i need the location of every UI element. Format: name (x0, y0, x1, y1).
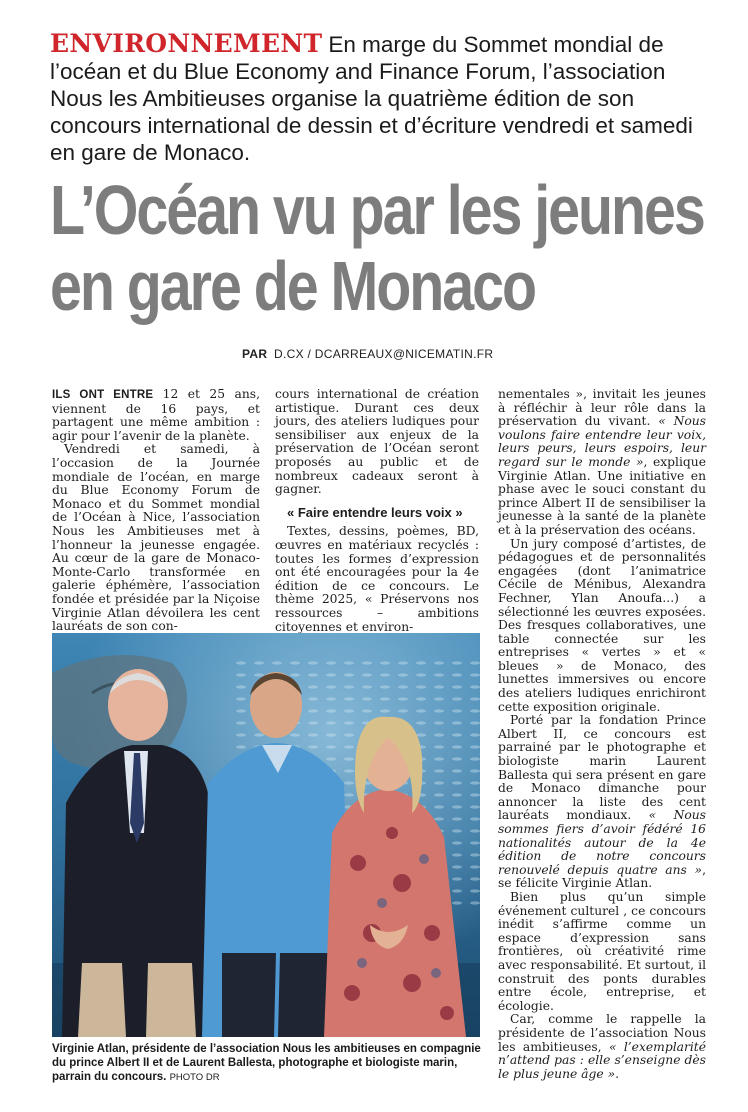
photo-caption (52, 1042, 482, 1085)
byline-prefix: PAR (242, 347, 268, 361)
subheading: « Faire entendre leurs voix » (287, 504, 463, 520)
paragraph-text: nementales », invitait les jeunes à réfléchir à leur rôle dans la préservation du vivant. (498, 387, 706, 429)
paragraph-text: . (615, 1066, 620, 1081)
rubric-label: ENVIRONNEMENT (50, 29, 323, 58)
paragraph (498, 388, 706, 538)
byline-author: D.CX / DCARREAUX@NICEMATIN.FR (274, 347, 494, 361)
paragraph-text: Car, comme le rappelle la présidente de l’association Nous les ambitieuses, (498, 1012, 706, 1054)
caption-text: Virginie Atlan, présidente de l’association Nous les ambitieuses en compagnie du prince Albert II et de Laurent Ballesta, photographe et biologiste marin, parrain du concours. (52, 1043, 481, 1083)
paragraph (498, 1013, 706, 1081)
paragraph: Bien plus qu’un simple événement culturel , ce concours inédit s’affirme comme un espace d’expression sans frontières, où créativité rime avec responsabilité. Et surtout, il construit des ponts durables entre école, entreprise, et écologie. (498, 889, 706, 1013)
paragraph (498, 714, 706, 891)
byline (242, 347, 493, 361)
paragraph: Textes, dessins, poèmes, BD, œuvres en matériaux recyclés : toutes les formes d’expression ont été encouragées pour la 4e édition de ce concours. Le thème 2025, « Préservons nos ressources – ambitions citoyennes et environ- (275, 524, 479, 634)
headline-line-2: en gare de Monaco (50, 247, 536, 325)
column-2 (275, 388, 479, 634)
paragraph-text: 12 et 25 ans, viennent de 16 pays, et partagent une même ambition : agir pour l’avenir de la planète. (52, 387, 260, 443)
paragraph-text: Porté par la fondation Prince Albert II, ce concours est parrainé par le photographe et biologiste marin Laurent Ballesta qui sera présent en gare de Monaco dimanche pour annoncer la liste des cent lauréats mondiaux. (498, 713, 706, 823)
quote: « l’exemplarité n’attend pas : elle s’enseigne dès le plus jeune âge » (498, 1039, 707, 1081)
paragraph: Vendredi et samedi, à l’occasion de la Journée mondiale de l’océan, en marge du Blue Economy Forum de Monaco et du Sommet mondial de l’Océan à Nice, l’association Nous les Ambitieuses met à l’honneur la jeunesse engagée. Au cœur de la gare de Monaco-Monte-Carlo transformée en galerie éphémère, l’association fondée et présidée par la Niçoise Virginie Atlan dévoilera les cent lauréats de son con- (52, 442, 260, 634)
paragraph-text: , explique Virginie Atlan. Une initiative en phase avec le souci constant du prince Albert II de sensibiliser la jeunesse à la santé de la planète et à la préservation des océans. (498, 454, 706, 537)
article-photo (52, 633, 480, 1037)
quote: « Nous sommes fiers d’avoir fédéré 16 nationalités autour de la 4e édition de notre concours renouvelé depuis quatre ans » (498, 808, 706, 877)
column-3 (498, 388, 706, 1081)
lead-in: ILS ONT ENTRE (52, 389, 154, 401)
paragraph: cours international de création artistique. Durant ces deux jours, des ateliers ludiques pour sensibiliser aux enjeux de la préservation de l’Océan seront proposés au public et de nombreux cadeaux seront à gagner. (275, 387, 479, 497)
kicker (50, 30, 710, 166)
photo-illustration (52, 633, 480, 1037)
paragraph: Un jury composé d’artistes, de pédagogues et de personnalités engagées (dont l’animatrice Cécile de Ménibus, Alexandra Fechner, Ylan Anoufa...) a sélectionné les œuvres exposées. Des fresques collaboratives, une table connectée sur les entreprises « vertes » et « bleues » de Monaco, des lunettes immersives ou encore des ateliers ludiques enrichiront cette exposition originale. (498, 536, 706, 714)
column-1 (52, 388, 260, 634)
headline-line-1: L’Océan vu par les jeunes (50, 171, 704, 249)
headline (50, 171, 704, 325)
quote: « Nous voulons faire entendre leur voix, leurs peurs, leurs espoirs, leur regard sur le monde » (498, 414, 706, 469)
paragraph-text: , se félicite Virginie Atlan. (498, 862, 706, 891)
kicker-text: En marge du Sommet mondial de l’océan et du Blue Economy and Finance Forum, l’association Nous les Ambitieuses organise la quatrième édition de son concours international de dessin et d’écriture vendredi et samedi en gare de Monaco. (50, 32, 693, 165)
photo-credit: PHOTO DR (169, 1072, 220, 1083)
paragraph (52, 388, 260, 443)
